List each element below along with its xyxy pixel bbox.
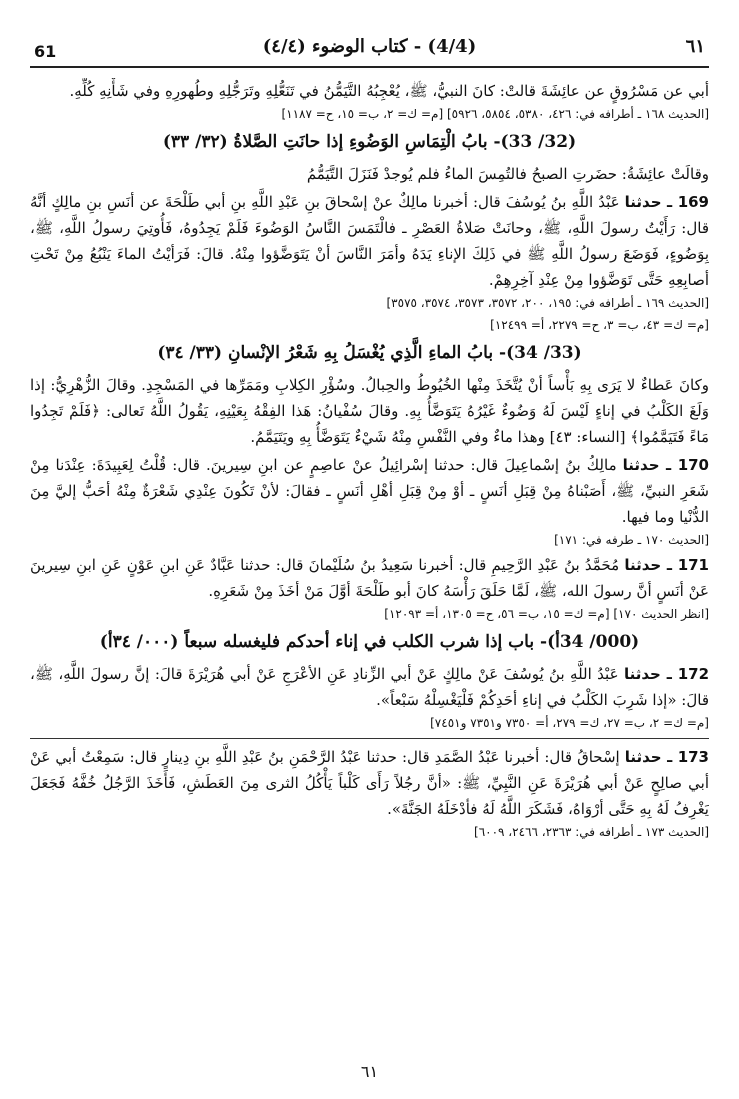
hadith-number: 170 ـ حدثنا [622, 456, 709, 474]
page-footer [0, 1062, 739, 1081]
chapter-heading: (000/ 34أ)- باب إذا شرب الكلب في إناء أحدكم فليغسله سبعاً (٠٠٠/ ٣٤أ) [99, 632, 640, 652]
reference-note: [م= ك= ٤٣، ب= ٣، ح= ٢٢٧٩، أ= ١٢٤٩٩] [490, 318, 709, 332]
chapter-heading: (32/ 33)- بابُ الْتِمَاسِ الوَضُوءِ إذا حانَتِ الصَّلاةُ (٣٢/ ٣٣) [162, 132, 577, 152]
hadith-number: 173 ـ حدثنا [624, 748, 709, 766]
page-number-arabic: ٦١ [685, 36, 705, 57]
reference-note: [انظر الحديث ١٧٠] [م= ك= ١٥، ب= ٥٦، ح= ١٣٠٥، أ= ١٢٠٩٣] [384, 607, 709, 621]
chapter-heading: (33/ 34)- بابُ الماءِ الَّذِي يُغْسَلُ بِهِ شَعْرُ الإنْسانِ (٣٣/ ٣٤) [157, 343, 582, 363]
separator-line [30, 738, 709, 739]
hadith-paragraph [30, 552, 709, 604]
hadith-number: 172 ـ حدثنا [623, 665, 709, 683]
text-paragraph: وكانَ عَطاءٌ لا يَرَى بِهِ بَأْساً أنْ يُتَّخَذَ مِنْها الخُيُوطُ والحِبالُ. وسُؤْرِ الكِلابِ ومَمَرِّها في المَسْجِدِ. وقالَ الزُّهْرِيُّ: إذا وَلَغَ الكَلْبُ في إناءٍ لَيْسَ لَهُ وَضُوءٌ غَيْرُهُ يَتَوَضَّأُ بِهِ. وقالَ سُفْيانُ: هَذا الفِقْهُ بِعَيْنِهِ، يَقُولُ اللَّهُ تَعالى: ﴿فَلَمْ تَجِدُوا مَاءً فَتَيَمَّمُوا﴾ [النساء: ٤٣] وهذا ماءٌ وفي النَّفْسِ مِنْهُ شَيْءٌ يَتَوَضَّأُ بِهِ ويَتَيَمَّمُ. [30, 376, 709, 446]
hadith-paragraph [30, 744, 709, 822]
hadith-text: مالِكُ بنُ إسْماعِيلَ قال: حدثنا إسْرائِيلُ عنْ عاصِمٍ عن ابنِ سِيرينَ. قال: قُلْتُ لِعَبِيدَةَ: عِنْدَنا مِنْ شَعَرِ النبيِّ، ﷺ، أَصَبْناهُ مِنْ قِبَلِ أنَسٍ ـ أوْ مِنْ قِبَلِ أهْلِ أنَسٍ ـ فقالَ: لأنْ تَكُونَ عِنْدِي شَعْرَةٌ مِنْهُ أحَبُّ إليَّ مِنَ الدُّنْيا وما فيها. [30, 456, 709, 526]
text-paragraph: وقالَتْ عائِشَةُ: حضَرتِ الصبحُ فالتُمِسَ الماءُ فلم يُوجدْ فَنَزَلَ التَّيَمُّمُ [306, 165, 709, 183]
hadith-paragraph [30, 189, 709, 293]
page-body [30, 78, 709, 1053]
footer-page-number: ٦١ [360, 1062, 379, 1081]
reference-note: [الحديث ١٦٨ ـ أطرافه في: ٤٢٦، ٥٣٨٠، ٥٨٥٤، ٥٩٢٦] [م= ك= ٢، ب= ١٥، ح= ١١٨٧] [281, 107, 709, 121]
page-header [30, 30, 709, 68]
hadith-text: عَبْدُ اللَّهِ بنُ يُوسُفَ عَنْ مالِكٍ عَنْ أبي الزِّنادِ عَنِ الأعْرَجِ عَنْ أبي هُرَيْرَةَ قالَ: إنَّ رسولَ اللَّهِ، ﷺ، قالَ: «إذا شَرِبَ الكَلْبُ في إناءِ أحَدِكُمْ فَلْيَغْسِلْهُ سَبْعاً». [30, 665, 709, 709]
page-number-latin: 61 [34, 42, 57, 61]
hadith-paragraph [30, 661, 709, 713]
hadith-paragraph [30, 452, 709, 530]
hadith-text: مُحَمَّدُ بنُ عَبْدِ الرَّحِيمِ قال: أخبرنا سَعِيدُ بنُ سُلَيْمانَ قال: حدثنا عَبَّادٌ عَنِ ابنِ عَوْنٍ عَنِ ابنِ سِيرينَ عَنْ أنَسٍ أنَّ رسولَ الله، ﷺ، لَمَّا حَلَقَ رَأْسَهُ كانَ أبو طَلْحَةَ أوَّلَ مَنْ أخَذَ مِنْ شَعَرِهِ. [30, 556, 709, 600]
reference-note: [الحديث ١٧٠ ـ طرفه في: ١٧١] [554, 533, 709, 547]
text-paragraph: أبي عن مَسْرُوقٍ عن عائِشَةَ قالتْ: كانَ النبيُّ، ﷺ، يُعْجِبُهُ التَّيَمُّنُ في تَنَعُّلِهِ وتَرَجُّلِهِ وطُهورِهِ وفي شَأْنِهِ كُلِّهِ. [69, 82, 709, 100]
running-title: (4/4) - كتاب الوضوء (٤/٤) [262, 36, 477, 57]
reference-note: [م= ك= ٢، ب= ٢٧، ك= ٢٧٩، أ= ٧٣٥٠ و٧٣٥١ و٧٤٥١] [430, 716, 709, 730]
hadith-text: إسْحاقُ قال: أخبرنا عَبْدُ الصَّمَدِ قال: حدثنا عَبْدُ الرَّحْمَنِ بنُ عَبْدِ اللَّهِ بنِ دِينارٍ قال: سَمِعْتُ أبي عَنْ أبي صالِحٍ عَنْ أبي هُرَيْرَةَ عَنِ النَّبِيِّ، ﷺ: «أنَّ رجُلاً رَأَى كَلْباً يَأْكُلُ الثرى مِنَ العَطَشِ، فَأَخَذَ الرَّجُلُ خُفَّهُ فَجَعَلَ يَغْرِفُ لَهُ بِهِ حَتَّى أرْوَاهُ، فَشَكَرَ اللَّهُ لَهُ فأدْخَلَهُ الجَنَّةَ». [30, 748, 709, 818]
hadith-text: عَبْدُ اللَّهِ بنُ يُوسُفَ قال: أخبرنا مالِكٌ عنْ إسْحاقَ بنِ عَبْدِ اللَّهِ بنِ أبي طَلْحَةَ عن أنَسِ بنِ مالِكٍ أنَّهُ قال: رَأَيْتُ رسولَ اللَّهِ، ﷺ، وحانَتْ صَلاةُ العَصْرِ ـ فالْتَمَسَ النَّاسُ الوَضُوءَ فَلَمْ يَجِدُوهُ، فَأُوتِيَ رسولُ اللَّهِ، ﷺ، بِوَضُوءٍ، فَوَضَعَ رسولُ اللَّهِ ﷺ في ذَلِكَ الإناءِ يَدَهُ وأمَرَ النَّاسَ أنْ يَتَوَضَّؤوا مِنْهُ. قالَ: فَرَأيْتُ الماءَ يَنْبُعُ مِنْ تَحْتِ أصابِعِهِ حَتَّى تَوَضَّؤوا مِنْ عِنْدِ آخِرِهِمْ. [30, 193, 709, 289]
reference-note: [الحديث ١٧٣ ـ أطرافه في: ٢٣٦٣، ٢٤٦٦، ٦٠٠٩] [474, 825, 709, 839]
reference-note: [الحديث ١٦٩ ـ أطرافه في: ١٩٥، ٢٠٠، ٣٥٧٢، ٣٥٧٣، ٣٥٧٤، ٣٥٧٥] [386, 296, 709, 310]
hadith-number: 171 ـ حدثنا [624, 556, 709, 574]
hadith-number: 169 ـ حدثنا [624, 193, 709, 211]
